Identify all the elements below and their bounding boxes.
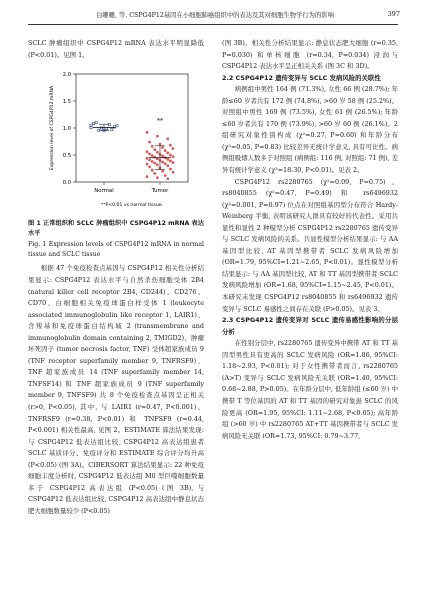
tumor-point [166,158,169,161]
tumor-point [166,177,169,180]
running-title: 白雕雕, 等. CSPG4P12基因在小细胞肺癌组织中的表达及其对细胞生物学行为的影响 [96,12,334,19]
tumor-point [164,149,167,152]
tumor-point [161,146,164,149]
page-number: 397 [387,10,400,18]
section-heading-2-3: 2.3 CSPG4P12 遗传变异对 SCLC 遗传易感性影响的分层分析 [222,316,398,336]
figure-footnote: **P<0.01 vs normal tissue. [100,203,164,209]
tumor-point [153,156,156,159]
tumor-point [169,168,172,171]
tumor-point [153,162,156,165]
right-column [222,38,398,442]
tumor-point [156,151,159,154]
paragraph-demographics: 病例组中男性 164 例 (71.3%), 女性 66 例 (28.7%); 年龄≤60 岁者共有 172 例 (74.8%), >60 岁 58 例 (25.2%)。对照组中男性 169 例 (73.5%), 女性 61 例 (26.5%); 年龄≤60 岁者共有 170 例 (73.9%), >60 岁 60 例 (26.1%)。2 组研究对象性别构成 (χ²=0.27, P=0.60) 和年龄分布 (χ²=0.05, P=0.83) 比较差异无统计学意义, 具有可比性。病例组吸烟人数多于对照组 (病例组: 116 例, 对照组: 71 例), 差异有统计学意义 (χ²=18.30, P<0.01)。见表 2。 [222,85,398,175]
tumor-point [151,160,154,163]
tumor-point [146,163,149,166]
tumor-point [146,150,149,153]
tumor-point [153,172,156,175]
tumor-point [169,154,172,157]
tumor-point [172,155,175,158]
y-tick-label: 2.0 [62,72,71,79]
tumor-point [151,145,154,148]
body-paragraph: 根据 47 个免疫检查点基因与 CSPG4P12 相关性分析结果显示: CSPG4P12 表达水平与自然杀伤细胞受体 2B4 (natural killer cell receptor 2B4, CD244)、CD276、CD70、白细胞相关免疫球蛋白样受体 1 (leukocyte associated immunoglobulin like receptor 1, LAIR1)、含羧基和免疫球蛋白结构域 2 (transmembrane and immunoglobulin domain containing 2, TMIGD2)、肿瘤坏死因子 (tumor necrosis factor, TNF) 受体超家族成员 9 (TNF receptor superfamily member 9, TNFRSF9)、TNF 超家族成员 14 (TNF superfamily member 14, TNFSF14) 和 TNF 超家族成员 9 (TNF superfamily member 9, TNFSF9) 共 8 个免疫检查点基因呈正相关 (r>0, P<0.05), 其中, 与 LAIR1 (r=0.47, P<0.001)、TNFRSF9 (r=0.38, P<0.01) 和 TNFSF9 (r=0.44, P<0.001) 相关性最高, 见图 2。ESTIMATE 算法结果发现: 与 CSPG4P12 低表达组比较, CSPG4P12 高表达组患者 SCLC 基质评分、免疫评分和 ESTIMATE 综合评分均升高 (P<0.05) (图 3A)。CIBERSORT 算法结果显示: 22 种免疫细胞丰度分析时, CSPG4P12 低表达组 M0 型巨噬细胞数量多于 CSPG4P12 高表达组 (P<0.05) (图 3B), 与 CSPG4P12 低表达组比较, CSPG4P12 高表达组中静息状态肥大细胞数量较少 (P<0.05) [28,264,204,515]
tumor-point [172,171,175,174]
plot-frame [76,74,188,182]
tumor-point [169,144,172,147]
figure-caption-en: Fig. 1 Expression levels of CSPG4P12 mRNA in normal tissue and SCLC tissue [28,241,204,258]
tumor-point [151,169,154,172]
tumor-point [161,161,164,164]
figure-caption-cn: 图 1 正常组织和 SCLC 肿瘤组织中 CSPG4P12 mRNA 表达水平 [28,220,204,237]
tumor-point [159,143,162,146]
tumor-point [169,160,172,163]
tumor-point [148,159,151,162]
paragraph-genotype: CSPG4P12 rs2280765 (χ²=0.09, P=0.75)、rs8040855 (χ²=0.47, P=0.49) 和 rs6496932 (χ²=0.001, P=0.97) 位点在对照组基因型分布符合 Hardy-Weinberg 平衡, 表明该研究人群具有较好的代表性。采用共显性和显性 2 种模型分析 CSPG4P12 rs2280765 遗传变异与 SCLC 发病风险的关系。共显性模型分析结果显示: 与 AA 基因型比较, AT 基因型携带者 SCLC 发病风险增加 (OR=1.79, 95%CI=1.21~2.65, P<0.01)。显性模型分析结果显示: 与 AA 基因型比较, AT 和 TT 基因型携带者 SCLC 发病风险增加 (OR=1.68, 95%CI=1.15~2.45, P<0.01)。本研究未发现 CSPG4P12 rs8040855 和 rs6496932 遗传变异与 SCLC 易感性之间存在关联 (P>0.05)。见表 3。 [222,177,398,313]
normal-point [93,123,95,125]
tumor-point [164,162,167,165]
tumor-point [156,135,159,138]
header-rule [28,24,398,25]
section-heading-2-2: 2.2 CSPG4P12 遗传变异与 SCLC 发病风险的关联性 [222,73,381,82]
y-tick-label: 0.5 [62,153,71,160]
figure-1 [28,64,204,217]
y-tick-label: 0.0 [62,180,71,187]
running-header [0,10,427,24]
y-tick-label: 1.5 [62,99,71,106]
y-tick-label: 1.0 [62,126,71,133]
tumor-point [151,154,154,157]
expression-chart [38,64,203,217]
tumor-point [153,148,156,151]
tumor-point [148,141,151,144]
tumor-point [172,147,175,150]
left-column [28,38,204,518]
tumor-point [156,176,159,179]
normal-point [116,125,118,127]
normal-point [111,129,113,131]
tumor-point [166,137,169,140]
x-tick-label: Tumor [151,188,169,195]
tumor-point [161,170,164,173]
y-axis-label: Expression level of CSPG4P12 mRNA [50,85,55,171]
tumor-point [166,152,169,155]
normal-point [95,122,97,124]
x-tick-label: Normal [94,188,114,195]
tumor-point [172,161,175,164]
tumor-point [156,163,159,166]
tumor-point [164,174,167,177]
tumor-point [148,166,151,169]
significance-marker: ** [157,117,163,125]
continued-paragraph: (图 3B)。相关性分析结果显示: 静息状态肥大细胞 (r=0.35, P=0.030) 和单核细胞 (r=0.34, P=0.034) 浸润与 CSPG4P12 表达水平呈正相关关系 (图 3C 和 3D)。 [222,39,398,71]
tumor-point [146,157,149,160]
tumor-point [161,155,164,158]
tumor-point [146,131,149,134]
paragraph-stratified: 在性别分层中, rs2280765 遗传变异中携带 AT 和 TT 基因型男性具有更高的 SCLC 发病风险 (OR=1.86, 95%CI: 1.18~2.93, P<0.01); 对于女性携带者而言, rs2280765 (A>T) 变异与 SCLC 发病风险无关联 (OR=1.40, 95%CI: 0.68~2.88, P>0.05)。在年龄分层中, 低年龄组 (≤60 岁) 中携带 T 等位基因的 AT 和 TT 基因的研究对象患 SCLC 的风险更高 (OR=1.95, 95%CI: 1.11~2.68, P<0.05); 高年龄组 (>60 岁) 中 rs2280765 AT+TT 基因携带者与 SCLC 发病风险无关联 (OR=1.73, 95%CI: 0.79~3.77, [222,339,398,440]
tumor-point [148,153,151,156]
tumor-point [146,175,149,178]
intro-paragraph: SCLC 肿瘤组织中 CSPG4P12 mRNA 表达水平明显降低 (P<0.01)。见图 1。 [28,39,204,59]
tumor-point [166,164,169,167]
